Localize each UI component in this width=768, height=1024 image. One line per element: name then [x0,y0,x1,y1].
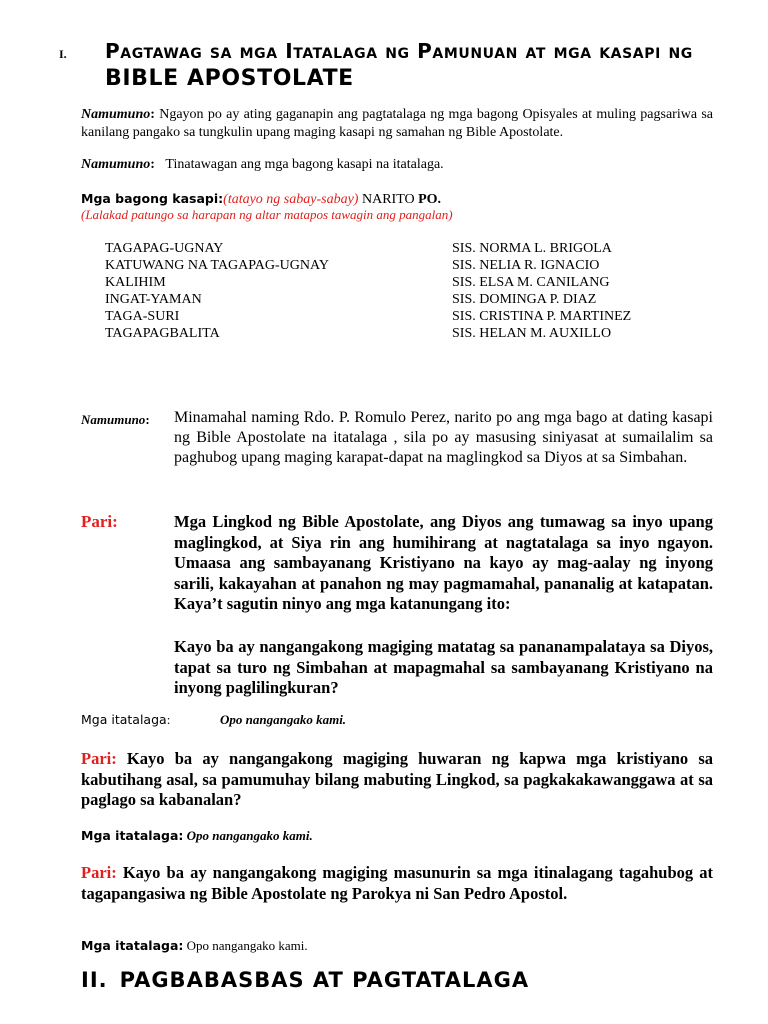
leader-presentation-paragraph: Minamahal naming Rdo. P. Romulo Perez, narito po ang mga bago at dating kasapi ng Bible Apostolate na itatalaga , sila po ay masusing siniyasat at sumailalim sa paghubog upang maging karapat-dapat na maglingkod sa Diyos at sa Simbahan. [174,409,713,466]
paragraph-text: Tinatawagan ang mga bagong kasapi na itatalaga. [165,157,444,172]
officer-role: KALIHIM [105,275,166,290]
priest-question-2 [81,749,713,811]
priest-label: Pari: [81,863,117,882]
leader-intro-paragraph [81,106,713,142]
officer-role: INGAT-YAMAN [105,292,202,307]
speaker-label: Mga bagong kasapi: [81,191,224,206]
speaker-colon: : [145,412,150,427]
leader-call-paragraph [81,156,713,174]
response-answer: Opo nangangako kami. [220,712,347,727]
paragraph-text: Ngayon po ay ating gaganapin ang pagtatalaga ng mga bagong Opisyales at muling pagsariwa sa kanilang pangako sa tungkulin upang maging kasapi ng samahan ng Bible Apostolate. [81,107,713,140]
response-line [81,712,347,728]
officer-row [105,308,705,325]
officer-role: TAGAPAG-UGNAY [105,241,224,256]
section-title-org: BIBLE APOSTOLATE [105,66,354,91]
officer-name: SIS. NORMA L. BRIGOLA [452,241,612,256]
speaker-colon: : [150,157,155,172]
priest-question-1: Kayo ba ay nangangakong magiging matatag sa pananampalataya sa Diyos, tapat sa turo ng Simbahan at mapagmahal sa sambayanang Kristiyano na inyong paglilingkuran? [174,637,713,697]
question-text: Kayo ba ay nangangakong magiging huwaran ng kapwa mga kristiyano sa kabutihang asal, sa pamumuhay bilang mabuting Lingkod, sa pagkakakawanggawa at sa paglago sa kabanalan? [81,749,713,809]
response-colon: : [166,712,171,727]
response-label: Mga itatalaga: [81,828,184,843]
officer-row [105,325,705,342]
officer-row [105,257,705,274]
section-2-number: II. [81,968,108,992]
officers-list [105,240,705,342]
response-line [81,828,313,844]
officer-row [105,274,705,291]
officer-row [105,240,705,257]
response-label: Mga itatalaga: [81,938,184,953]
speaker-label-block [81,412,150,428]
speaker-label: Namumuno [81,107,151,122]
officer-name: SIS. HELAN M. AUXILLO [452,326,612,341]
section-title-main: Pagtawag sa mga Itatalaga ng Pamunuan at mga kasapi ng [105,39,693,63]
speaker-label: Namumuno [81,412,146,427]
stage-note: (Lalakad patungo sa harapan ng altar matapos tawagin ang pangalan) [81,207,453,222]
section-2-heading [81,968,529,992]
stage-instruction: (tatayo ng sabay-sabay) [223,192,359,207]
officer-role: TAGAPAGBALITA [105,326,220,341]
reply-text: NARITO [358,192,419,207]
officer-name: SIS. DOMINGA P. DIAZ [452,292,597,307]
officer-role: KATUWANG NA TAGAPAG-UGNAY [105,258,329,273]
priest-label: Pari: [81,512,118,531]
reply-text-bold: PO. [418,192,442,207]
speaker-colon: : [150,107,155,122]
section-title [105,38,745,92]
officer-name: SIS. NELIA R. IGNACIO [452,258,600,273]
response-answer: Opo nangangako kami. [183,828,313,843]
officer-name: SIS. CRISTINA P. MARTINEZ [452,309,632,324]
response-line [81,938,308,954]
response-label: Mga itatalaga [81,712,167,727]
speaker-label: Namumuno [81,157,151,172]
officer-role: TAGA-SURI [105,309,180,324]
priest-question-3 [81,863,713,904]
priest-label: Pari: [81,749,117,768]
officer-name: SIS. ELSA M. CANILANG [452,275,610,290]
priest-address-paragraph: Mga Lingkod ng Bible Apostolate, ang Diyos ang tumawag sa inyo upang maglingkod, at Siya rin ang humihirang at nagtatalaga sa inyo ngayon. Umaasa ang sambayanang Kristiyano na kayo ay mag-aalay ng inyong sarili, kakayahan at panahon ng may pagmamahal, pananalig at katapatan. Kaya’t sagutin ninyo ang mga katanungang ito: [174,512,713,613]
section-number: I. [59,47,67,61]
response-answer: Opo nangangako kami. [183,938,308,953]
officer-row [105,291,705,308]
question-text: Kayo ba ay nangangakong magiging masunurin sa mga itinalagang tagahubog at tagapangasiwa ng Bible Apostolate ng Parokya ni San Pedro Apostol. [81,863,713,903]
section-2-title: PAGBABASBAS AT PAGTATALAGA [119,968,530,992]
